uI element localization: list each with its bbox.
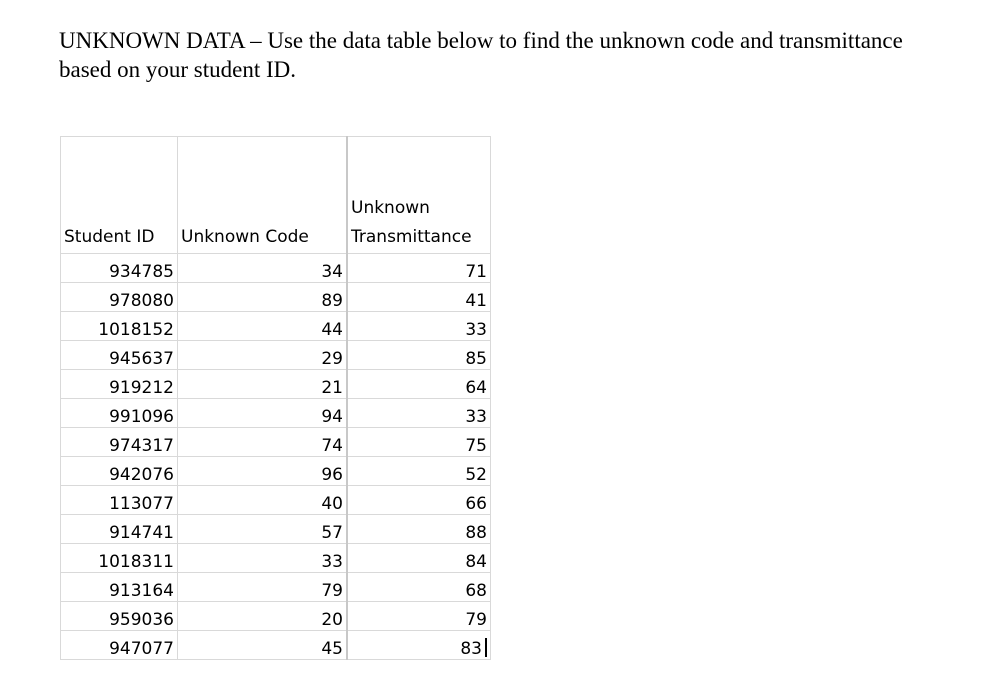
- instructions-paragraph: [59, 26, 969, 84]
- unknown-transmittance-cell[interactable]: [347, 486, 491, 515]
- student-id-cell-value: 947077: [109, 639, 174, 659]
- student-id-cell[interactable]: [61, 602, 178, 631]
- unknown-transmittance-cell-value: 84: [465, 552, 487, 572]
- student-id-cell[interactable]: [61, 457, 178, 486]
- unknown-transmittance-cell[interactable]: [347, 515, 491, 544]
- unknown-transmittance-cell-value: 52: [465, 465, 487, 485]
- unknown-code-cell-value: 96: [321, 465, 343, 485]
- header-unknown-transmittance-line-1: Unknown: [351, 198, 430, 218]
- unknown-code-cell[interactable]: [178, 399, 348, 428]
- unknown-code-cell-value: 79: [321, 581, 343, 601]
- unknown-code-cell[interactable]: [178, 544, 348, 573]
- unknown-transmittance-cell-value: 88: [465, 523, 487, 543]
- unknown-transmittance-cell[interactable]: [347, 631, 491, 660]
- table-row: [61, 254, 491, 283]
- unknown-code-cell-value: 44: [321, 320, 343, 340]
- student-id-cell-value: 959036: [109, 610, 174, 630]
- text-cursor: [485, 638, 487, 657]
- table-row: [61, 544, 491, 573]
- unknown-code-cell-value: 33: [321, 552, 343, 572]
- unknown-transmittance-cell[interactable]: [347, 341, 491, 370]
- unknown-code-cell[interactable]: [178, 602, 348, 631]
- unknown-transmittance-cell[interactable]: [347, 399, 491, 428]
- unknown-transmittance-cell[interactable]: [347, 370, 491, 399]
- unknown-code-cell-value: 94: [321, 407, 343, 427]
- unknown-code-cell[interactable]: [178, 283, 348, 312]
- unknown-transmittance-cell-value: 83: [460, 639, 482, 659]
- table-row: [61, 486, 491, 515]
- table-row: [61, 341, 491, 370]
- unknown-code-cell[interactable]: [178, 573, 348, 602]
- unknown-code-cell-value: 21: [321, 378, 343, 398]
- unknown-code-cell[interactable]: [178, 428, 348, 457]
- student-id-cell[interactable]: [61, 254, 178, 283]
- table-row: [61, 631, 491, 660]
- header-unknown-transmittance-line-2: Transmittance: [351, 227, 472, 247]
- student-id-cell-value: 1018152: [98, 320, 174, 340]
- unknown-transmittance-cell-value: 41: [465, 291, 487, 311]
- unknown-transmittance-cell-value: 64: [465, 378, 487, 398]
- student-id-cell[interactable]: [61, 428, 178, 457]
- unknown-transmittance-cell[interactable]: [347, 602, 491, 631]
- student-id-cell-value: 991096: [109, 407, 174, 427]
- student-id-cell[interactable]: [61, 573, 178, 602]
- unknown-code-cell[interactable]: [178, 312, 348, 341]
- student-id-cell[interactable]: [61, 399, 178, 428]
- unknown-transmittance-cell[interactable]: [347, 573, 491, 602]
- unknown-transmittance-cell[interactable]: [347, 544, 491, 573]
- unknown-transmittance-cell-value: 68: [465, 581, 487, 601]
- student-id-cell-value: 113077: [109, 494, 174, 514]
- student-id-cell[interactable]: [61, 631, 178, 660]
- unknown-code-cell[interactable]: [178, 631, 348, 660]
- unknown-code-cell-value: 45: [321, 639, 343, 659]
- unknown-code-cell[interactable]: [178, 515, 348, 544]
- student-id-cell[interactable]: [61, 370, 178, 399]
- unknown-code-cell[interactable]: [178, 457, 348, 486]
- unknown-transmittance-cell[interactable]: [347, 312, 491, 341]
- unknown-transmittance-cell-value: 66: [465, 494, 487, 514]
- unknown-transmittance-cell[interactable]: [347, 428, 491, 457]
- unknown-code-cell-value: 29: [321, 349, 343, 369]
- unknown-transmittance-cell-value: 71: [465, 262, 487, 282]
- unknown-transmittance-cell[interactable]: [347, 457, 491, 486]
- student-id-cell-value: 919212: [109, 378, 174, 398]
- student-id-cell[interactable]: [61, 515, 178, 544]
- unknown-code-cell[interactable]: [178, 341, 348, 370]
- student-id-cell[interactable]: [61, 544, 178, 573]
- unknown-transmittance-cell-value: 33: [465, 407, 487, 427]
- student-id-cell[interactable]: [61, 486, 178, 515]
- unknown-code-cell[interactable]: [178, 370, 348, 399]
- unknown-data-table: [60, 136, 491, 660]
- unknown-transmittance-cell-value: 75: [465, 436, 487, 456]
- table-row: [61, 283, 491, 312]
- header-student-id[interactable]: Student ID: [61, 137, 178, 254]
- unknown-code-cell[interactable]: [178, 254, 348, 283]
- unknown-code-cell-value: 89: [321, 291, 343, 311]
- unknown-code-cell[interactable]: [178, 486, 348, 515]
- student-id-cell-value: 934785: [109, 262, 174, 282]
- instructions-line-2: based on your student ID.: [59, 57, 296, 82]
- student-id-cell-value: 942076: [109, 465, 174, 485]
- student-id-cell-value: 978080: [109, 291, 174, 311]
- unknown-transmittance-cell-value: 79: [465, 610, 487, 630]
- unknown-transmittance-cell[interactable]: [347, 283, 491, 312]
- unknown-transmittance-cell[interactable]: [347, 254, 491, 283]
- student-id-cell-value: 1018311: [98, 552, 174, 572]
- unknown-code-cell-value: 74: [321, 436, 343, 456]
- table-row: [61, 515, 491, 544]
- table-row: [61, 428, 491, 457]
- student-id-cell[interactable]: [61, 312, 178, 341]
- table-row: [61, 399, 491, 428]
- table-row: [61, 602, 491, 631]
- student-id-cell[interactable]: [61, 341, 178, 370]
- student-id-cell-value: 914741: [109, 523, 174, 543]
- table-row: [61, 457, 491, 486]
- unknown-code-cell-value: 57: [321, 523, 343, 543]
- table-row: [61, 370, 491, 399]
- table-row: [61, 312, 491, 341]
- student-id-cell[interactable]: [61, 283, 178, 312]
- unknown-code-cell-value: 20: [321, 610, 343, 630]
- student-id-cell-value: 974317: [109, 436, 174, 456]
- header-unknown-code[interactable]: Unknown Code: [178, 137, 348, 254]
- unknown-code-cell-value: 34: [321, 262, 343, 282]
- table-header-row: [61, 137, 491, 254]
- header-unknown-transmittance[interactable]: [347, 137, 491, 254]
- unknown-code-cell-value: 40: [321, 494, 343, 514]
- instructions-line-1: UNKNOWN DATA – Use the data table below to find the unknown code and transmittance: [59, 28, 903, 53]
- unknown-transmittance-cell-value: 85: [465, 349, 487, 369]
- student-id-cell-value: 945637: [109, 349, 174, 369]
- table-row: [61, 573, 491, 602]
- student-id-cell-value: 913164: [109, 581, 174, 601]
- unknown-transmittance-cell-value: 33: [465, 320, 487, 340]
